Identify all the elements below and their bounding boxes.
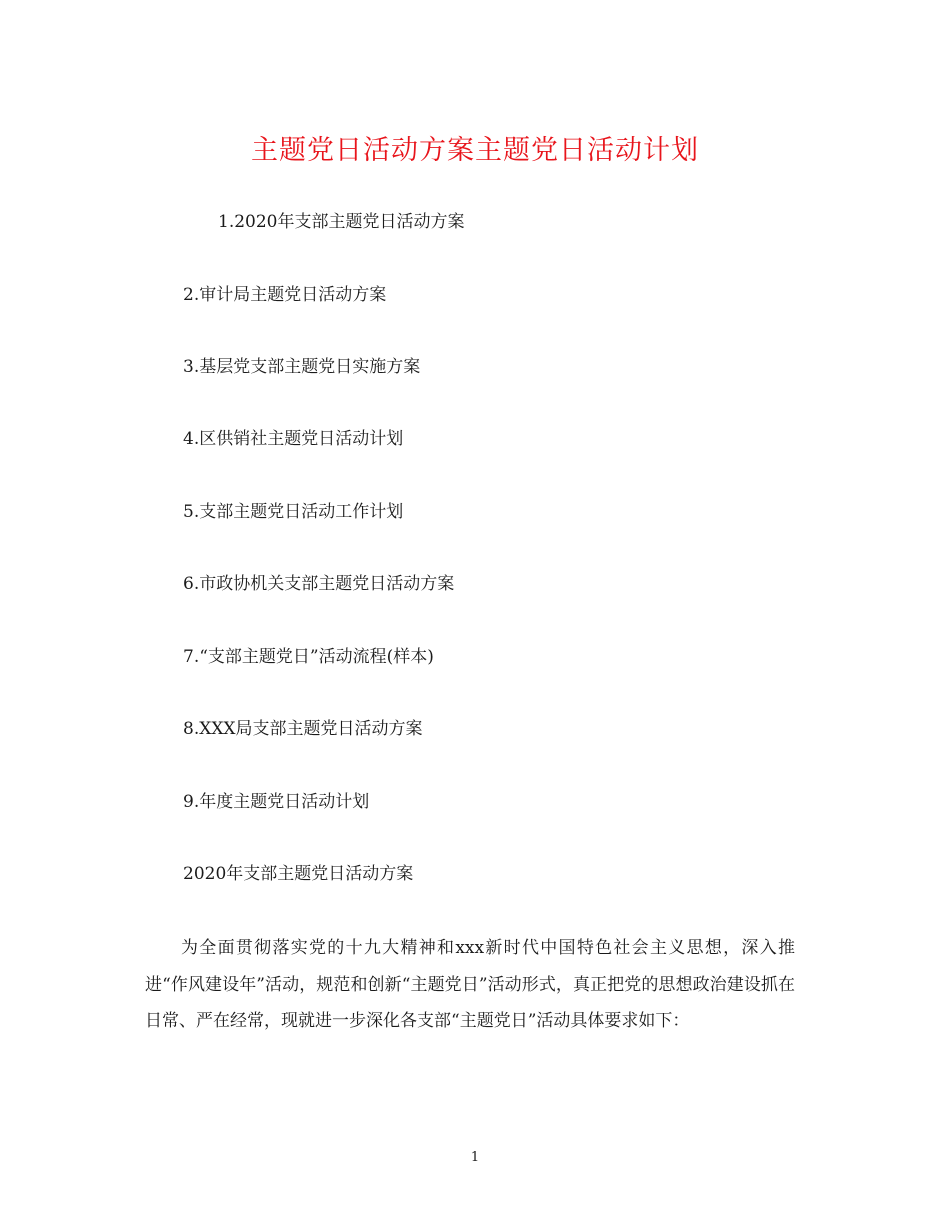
document-title: 主题党日活动方案主题党日活动计划 — [251, 135, 699, 166]
toc-item: 5.支部主题党日活动工作计划 — [183, 502, 404, 522]
toc-item: 7.“支部主题党日”活动流程(样本) — [183, 647, 434, 667]
section-heading: 2020年支部主题党日活动方案 — [183, 864, 414, 884]
toc-item: 6.市政协机关支部主题党日活动方案 — [183, 574, 455, 594]
toc-item: 1.2020年支部主题党日活动方案 — [218, 212, 465, 232]
body-paragraph: 为全面贯彻落实党的十九大精神和xxx新时代中国特色社会主义思想，深入推进“作风建设年”活动，规范和创新“主题党日”活动形式，真正把党的思想政治建设抓在日常、严在经常，现就进一步深化各支部“主题党日”活动具体要求如下： — [145, 938, 795, 1031]
toc-item: 9.年度主题党日活动计划 — [183, 792, 370, 812]
toc-item: 4.区供销社主题党日活动计划 — [183, 429, 404, 449]
toc-item: 2.审计局主题党日活动方案 — [183, 285, 387, 305]
toc-item: 8.XXX局支部主题党日活动方案 — [183, 719, 423, 739]
page-number: 1 — [470, 1150, 480, 1165]
toc-item: 3.基层党支部主题党日实施方案 — [183, 357, 421, 377]
